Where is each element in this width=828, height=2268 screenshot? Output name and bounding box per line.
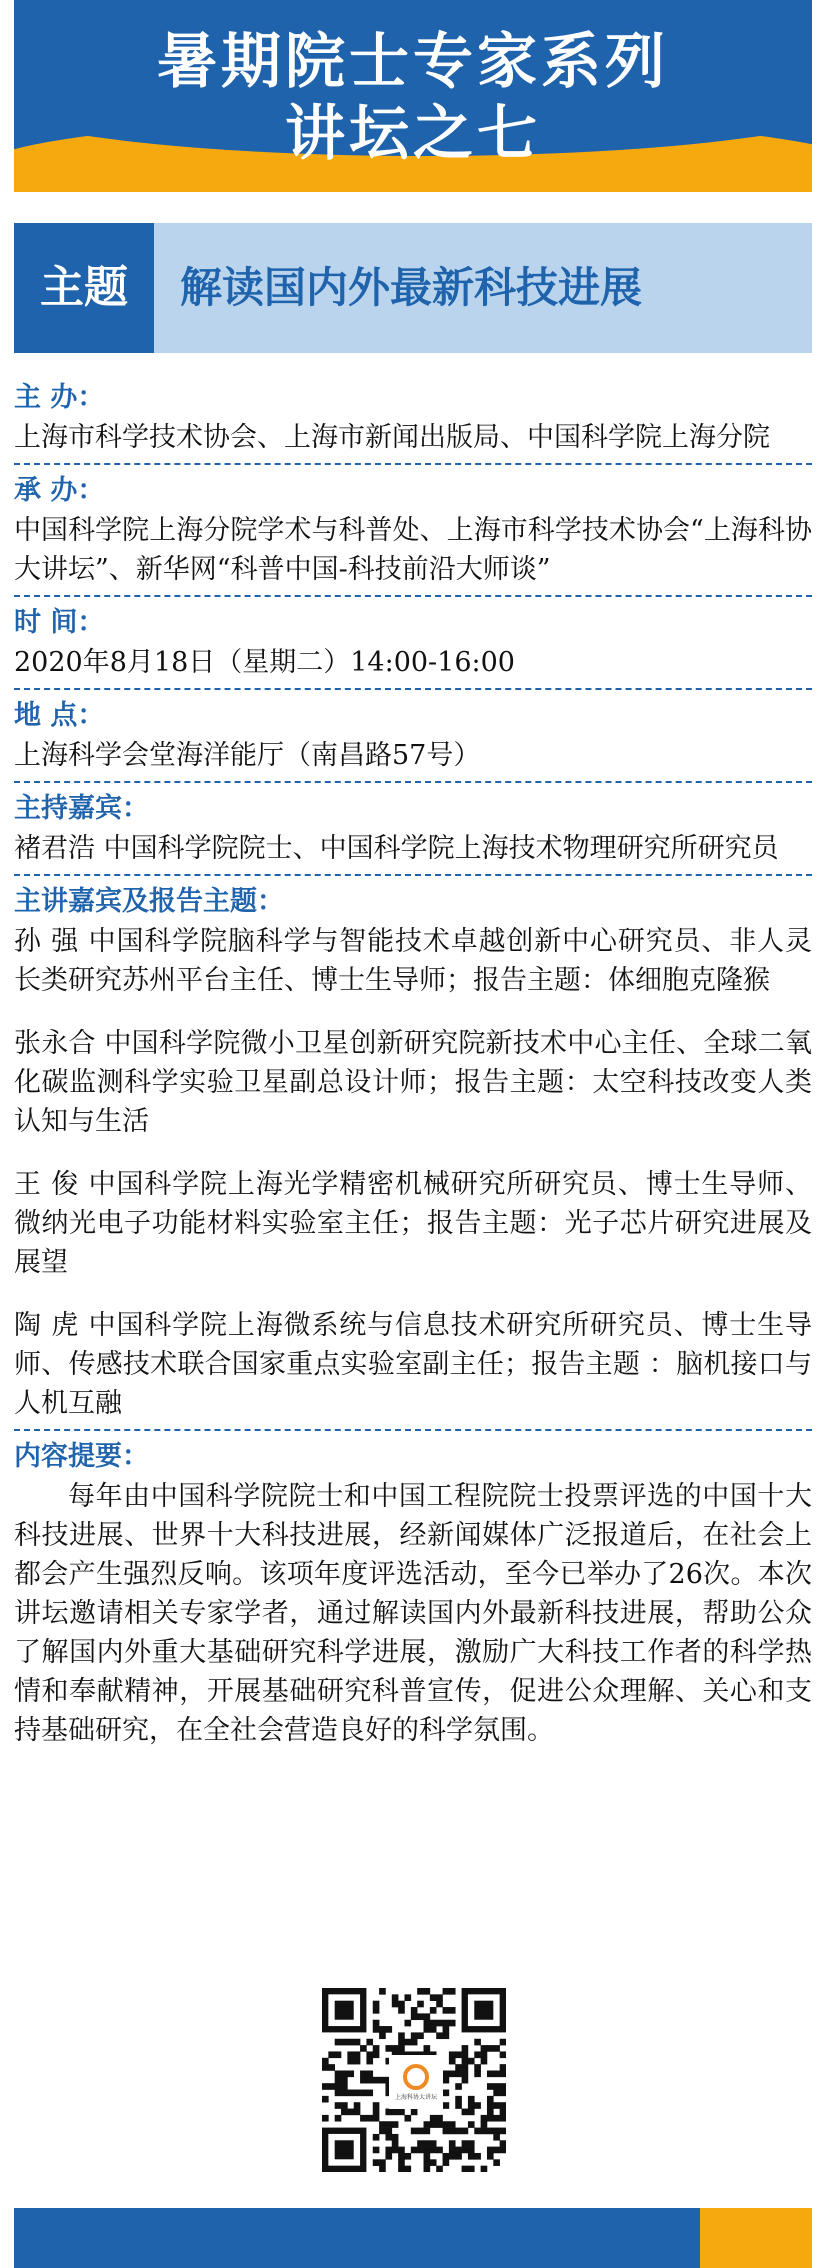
- divider: [14, 781, 812, 783]
- qr-code-icon: [322, 1988, 506, 2172]
- qr-logo: [389, 2055, 443, 2109]
- venue-section: [14, 696, 812, 775]
- footer-bar: [14, 2208, 812, 2268]
- summary-label: 内容提要：: [14, 1441, 149, 1472]
- theme-text: 解读国内外最新科技进展: [180, 263, 643, 312]
- venue-label: 地 点：: [14, 700, 105, 731]
- qr-logo-text: 上海科协大讲坛: [394, 2093, 437, 2101]
- host-label: 主 办：: [14, 382, 105, 413]
- page-title-line2: 讲坛之七: [285, 99, 541, 169]
- organizer-text: 中国科学院上海分院学术与科普处、上海市科学技术协会“上海科协大讲坛”、新华网“科普中国-科技前沿大师谈”: [14, 515, 812, 585]
- venue-text: 上海科学会堂海洋能厅（南昌路57号）: [14, 740, 481, 771]
- page-title-line1: 暑期院士专家系列: [157, 27, 669, 97]
- divider: [14, 874, 812, 876]
- moderator-text: 褚君浩 中国科学院院士、中国科学院上海技术物理研究所研究员: [14, 833, 779, 864]
- speaker-item: 陶 虎 中国科学院上海微系统与信息技术研究所研究员、博士生导师、传感技术联合国家重点实验室副主任；报告主题 ：脑机接口与人机互融: [14, 1310, 812, 1419]
- divider: [14, 1429, 812, 1431]
- divider: [14, 688, 812, 690]
- divider: [14, 595, 812, 597]
- qr-logo-icon: [403, 2064, 429, 2090]
- speakers-label: 主讲嘉宾及报告主题：: [14, 886, 284, 917]
- organizer-label: 承 办：: [14, 475, 105, 506]
- time-text: 2020年8月18日（星期二）14:00-16:00: [14, 647, 515, 678]
- speaker-item: 王 俊 中国科学院上海光学精密机械研究所研究员、博士生导师、微纳光电子功能材料实验室主任；报告主题：光子芯片研究进展及展望: [14, 1169, 812, 1278]
- header-banner: [14, 0, 812, 192]
- summary-text: 每年由中国科学院院士和中国工程院院士投票评选的中国十大科技进展、世界十大科技进展，经新闻媒体广泛报道后，在社会上都会产生强烈反响。该项年度评选活动，至今已举办了26次。本次讲坛邀请相关专家学者，通过解读国内外最新科技进展，帮助公众了解国内外重大基础研究科学进展，激励广大科技工作者的科学热情和奉献精神，开展基础研究科普宣传，促进公众理解、关心和支持基础研究，在全社会营造良好的科学氛围。: [14, 1481, 812, 1746]
- moderator-label: 主持嘉宾：: [14, 793, 149, 824]
- host-text: 上海市科学技术协会、上海市新闻出版局、中国科学院上海分院: [14, 422, 770, 453]
- summary-section: [14, 1437, 812, 1750]
- footer-gold-block: [700, 2208, 812, 2268]
- host-section: [14, 378, 812, 457]
- time-label: 时 间：: [14, 607, 105, 638]
- moderator-section: [14, 789, 812, 868]
- theme-tag: 主题: [14, 223, 154, 353]
- event-details: [14, 378, 812, 1750]
- speaker-item: 孙 强 中国科学院脑科学与智能技术卓越创新中心研究员、非人灵长类研究苏州平台主任、博士生导师；报告主题：体细胞克隆猴: [14, 926, 812, 996]
- speaker-item: 张永合 中国科学院微小卫星创新研究院新技术中心主任、全球二氧化碳监测科学实验卫星副总设计师；报告主题：太空科技改变人类认知与生活: [14, 1028, 812, 1137]
- organizer-section: [14, 471, 812, 589]
- divider: [14, 463, 812, 465]
- time-section: [14, 603, 812, 682]
- speakers-section: [14, 882, 812, 1423]
- theme-box: [14, 223, 812, 353]
